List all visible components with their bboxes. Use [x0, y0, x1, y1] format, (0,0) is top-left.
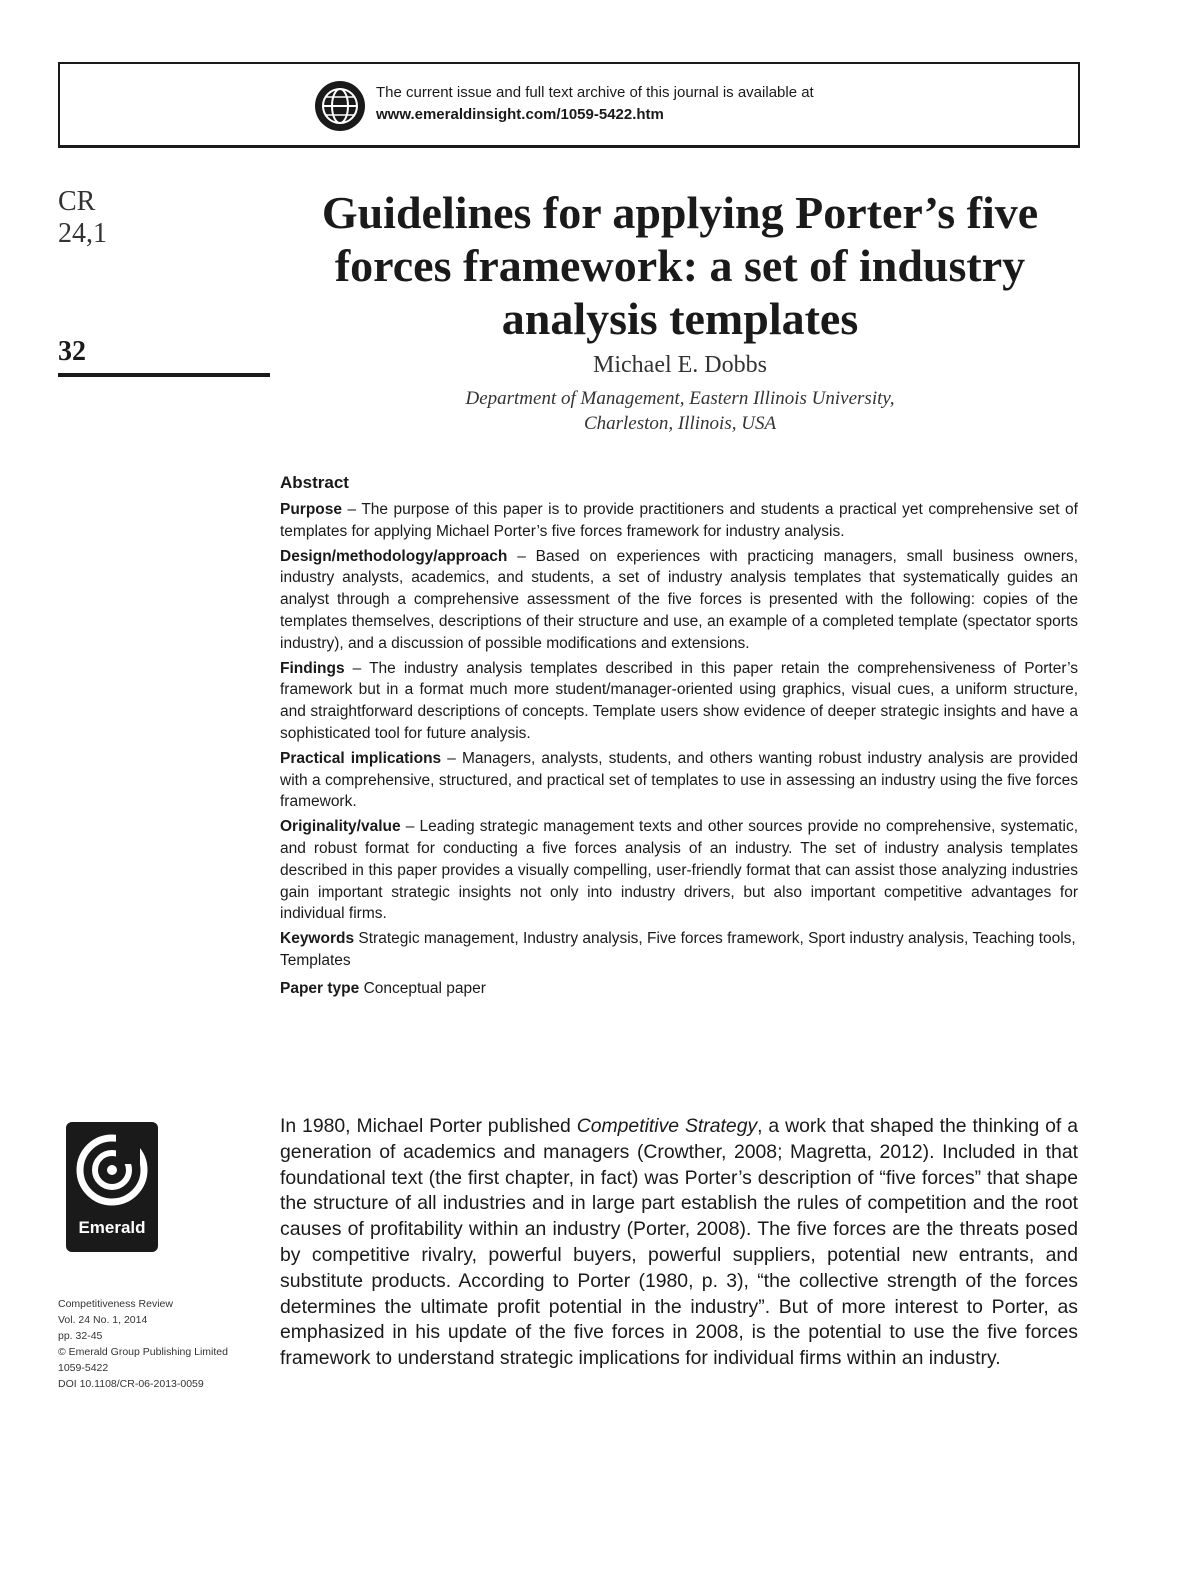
section-label: Practical implications	[280, 749, 442, 767]
paper-type	[280, 978, 1078, 1000]
abstract-findings	[280, 658, 1078, 745]
section-label: Purpose	[280, 501, 343, 518]
journal-url-link[interactable]: www.emeraldinsight.com/1059-5422.htm	[376, 106, 664, 123]
abstract	[280, 470, 1078, 1000]
doi: DOI 10.1108/CR-06-2013-0059	[58, 1378, 204, 1390]
journal-code	[58, 186, 107, 250]
section-label: Design/methodology/approach	[280, 547, 508, 565]
banner-line: The current issue and full text archive of this journal is available at	[376, 84, 814, 101]
emerald-logo	[66, 1122, 158, 1252]
issn: 1059-5422	[58, 1362, 109, 1374]
body-rest: , a work that shaped the thinking of a generation of academics and managers (Crowther, 2008; Magretta, 2012). Included in that foundational text (the first chapter, in fact) was Porter’s description of “five forces” that shape the structure of all industries and in large part establish the rules of competition and the root causes of profitability within an industry (Porter, 2008). The five forces are the threats posed by competitive rivalry, powerful buyers, powerful suppliers, potential new entrants, and substitute products. According to Porter (1980, p. 3), “the collective strength of the forces determines the ultimate profit potential in the industry”. But of more interest to Porter, as emphasized in his update of the five forces in 2008, is the potential to use the five forces framework to understand strategic implications for individual firms within an industry.	[280, 1115, 1078, 1370]
section-label: Findings	[280, 659, 345, 677]
section-text: – The industry analysis templates described in this paper retain the comprehensiveness of Porter’s framework but in a format much more student/manager-oriented using graphics, visual cues, a uniform structure, and straightforward descriptions of concepts. Template users show evidence of deeper strategic insights and have a sophisticated tool for future analysis.	[280, 659, 1078, 742]
journal-availability-banner	[58, 62, 1080, 148]
author-name: Michael E. Dobbs	[593, 352, 767, 378]
keywords-label: Keywords	[280, 930, 355, 948]
abstract-design	[280, 546, 1078, 655]
globe-icon	[314, 80, 366, 132]
abstract-purpose	[280, 499, 1078, 543]
body-intro: In 1980, Michael Porter published	[280, 1115, 577, 1137]
article-title: Guidelines for applying Porter’s five forces framework: a set of industry analysis templates	[321, 187, 1039, 344]
keywords-text: Strategic management, Industry analysis, Five forces framework, Sport industry analysis, Teaching tools, Templates	[280, 930, 1076, 969]
publication-info	[58, 1296, 278, 1392]
paper-type-label: Paper type	[280, 979, 360, 997]
journal-volume: 24,1	[58, 218, 107, 249]
abstract-heading: Abstract	[280, 473, 349, 492]
page-range: pp. 32-45	[58, 1330, 103, 1342]
section-label: Originality/value	[280, 818, 401, 836]
swirl-icon	[72, 1128, 152, 1212]
logo-wordmark: Emerald	[78, 1218, 146, 1237]
book-title: Competitive Strategy	[576, 1115, 758, 1137]
section-text: – Based on experiences with practicing managers, small business owners, industry analysts, academics, and students, a set of industry analysis templates that systematically guides an analyst through a comprehensive assessment of the five forces is presented with the following: copies of the templates themselves, descriptions of their structure and use, an example of a completed template (spectator sports industry), and a discussion of possible modifications and extensions.	[280, 547, 1078, 652]
abstract-originality	[280, 816, 1078, 925]
page-number: 32	[58, 336, 86, 367]
abstract-implications	[280, 748, 1078, 813]
author-affiliation	[280, 386, 1080, 436]
affiliation-line: Charleston, Illinois, USA	[583, 413, 777, 434]
keywords	[280, 928, 1078, 972]
section-text: – The purpose of this paper is to provide practitioners and students a practical yet comprehensive set of templates for applying Michael Porter’s five forces framework for industry analysis.	[280, 501, 1078, 540]
section-text: – Managers, analysts, students, and others wanting robust industry analysis are provided with a comprehensive, structured, and practical set of templates to use in assessing an industry using the five forces framework.	[280, 749, 1078, 811]
section-text: – Leading strategic management texts and other sources provide no comprehensive, systematic, and robust format for conducting a five forces analysis of an industry. The set of industry analysis templates described in this paper provides a visually compelling, user-friendly format that can assist those analyzing industries gain important strategic insights not only into industry drivers, but also important competitive advantages for individual firms.	[280, 818, 1078, 923]
paper-type-text: Conceptual paper	[359, 979, 486, 997]
body-paragraph	[280, 1114, 1078, 1372]
affiliation-line: Department of Management, Eastern Illinois University,	[465, 388, 895, 409]
journal-abbrev: CR	[58, 186, 96, 217]
copyright: © Emerald Group Publishing Limited	[58, 1346, 228, 1358]
volume-issue: Vol. 24 No. 1, 2014	[58, 1314, 148, 1326]
banner-text	[376, 82, 814, 126]
journal-name: Competitiveness Review	[58, 1298, 173, 1310]
page-number-rule	[58, 373, 270, 377]
